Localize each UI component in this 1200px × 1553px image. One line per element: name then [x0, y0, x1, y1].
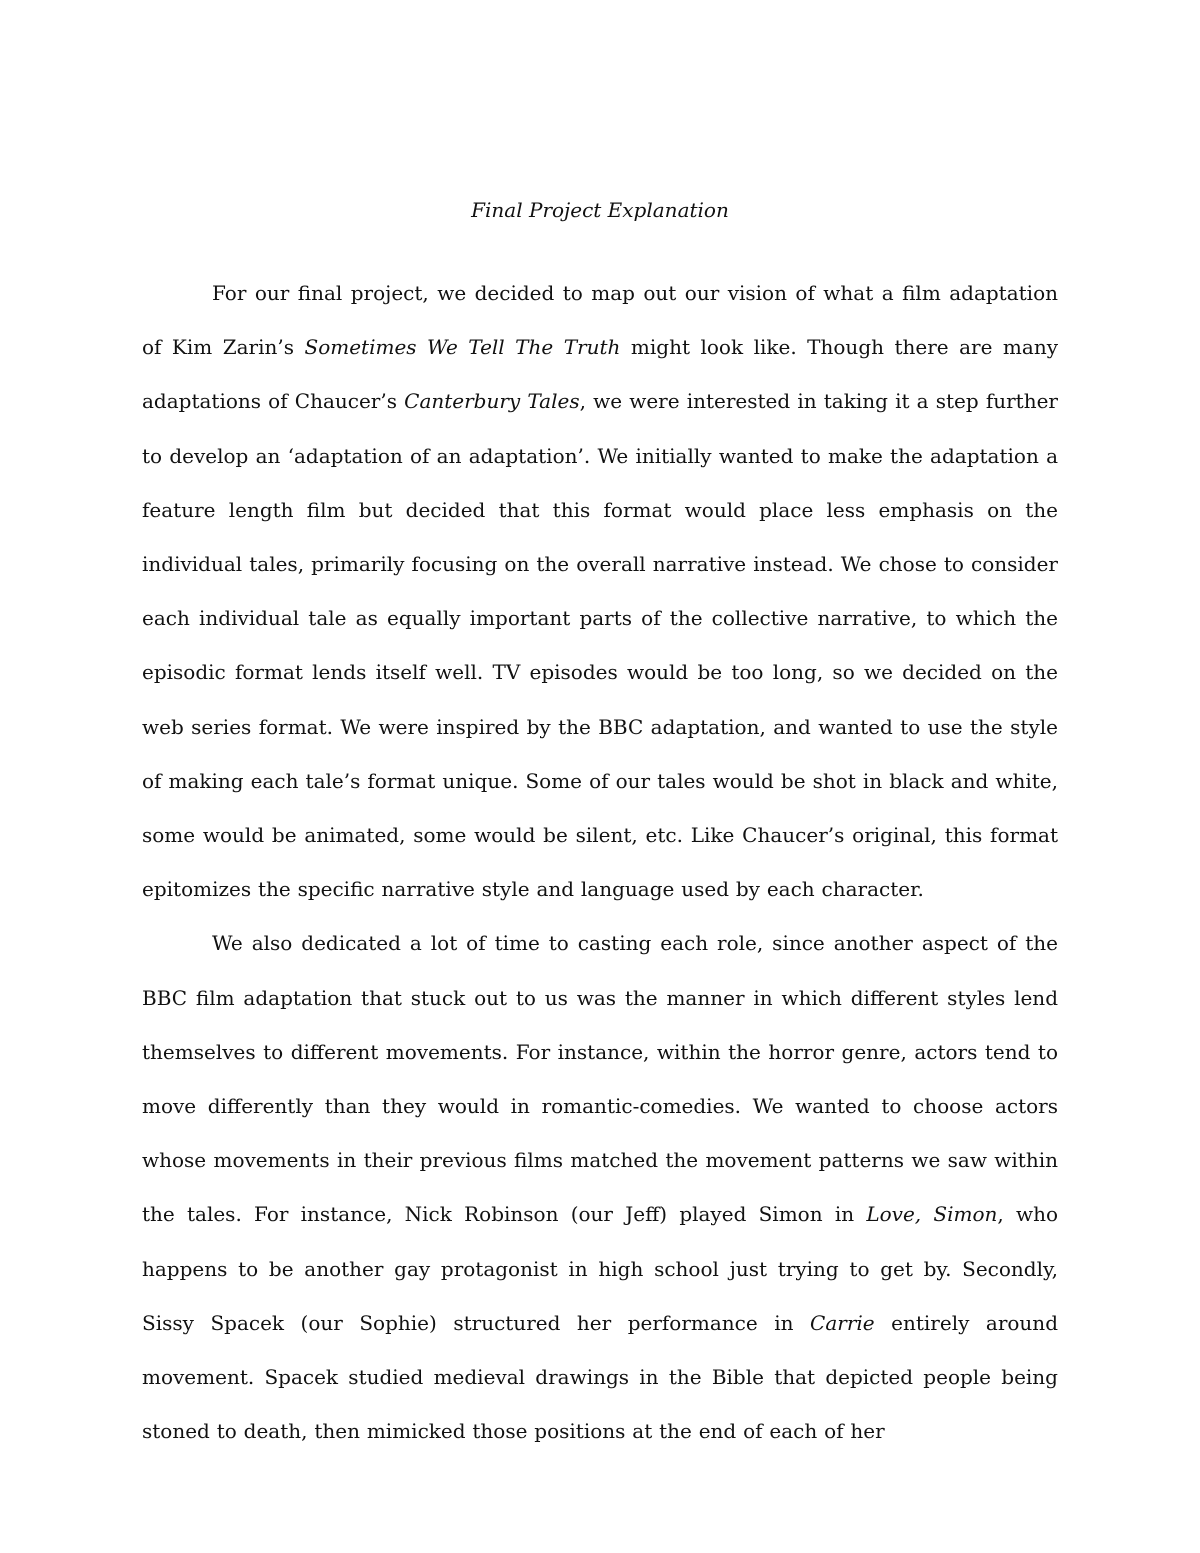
- paragraph-2-text-2: , who happens to be another gay protagonist in high school just trying to get by. Secondly, Sissy Spacek (our Sophie) structured her performance in: [142, 1202, 1059, 1335]
- document-title: Final Project Explanation: [471, 198, 729, 222]
- document-body: [142, 266, 1058, 1458]
- paragraph-2-text-1: We also dedicated a lot of time to casting each role, since another aspect of the BBC film adaptation that stuck out to us was the manner in which different styles lend themselves to different movements. For instance, within the horror genre, actors tend to move differently than they would in romantic-comedies. We wanted to choose actors whose movements in their previous films matched the movement patterns we saw within the tales. For instance, Nick Robinson (our Jeff) played Simon in: [142, 931, 1058, 1227]
- film-title-carrie: Carrie: [810, 1310, 875, 1335]
- paragraph-1-text-3: , we were interested in taking it a step further to develop an ‘adaptation of an adaptation’. We initially wanted to make the adaptation a feature length film but decided that this format would place less emphasis on the individual tales, primarily focusing on the overall narrative instead. We chose to consider each individual tale as equally important parts of the collective narrative, to which the episodic format lends itself well. TV episodes would be too long, so we decided on the web series format. We were inspired by the BBC adaptation, and wanted to use the style of making each tale’s format unique. Some of our tales would be shot in black and white, some would be animated, some would be silent, etc. Like Chaucer’s original, this format epitomizes the specific narrative style and language used by each character.: [142, 389, 1058, 902]
- paragraph-1-text-2: might look like. Though there are many adaptations of Chaucer’s: [142, 335, 1059, 414]
- paragraph-1-text-1: For our final project, we decided to map out our vision of what a film adaptation of Kim Zarin’s: [142, 281, 1058, 360]
- book-title-canterbury-tales: Canterbury Tales: [404, 389, 580, 414]
- paragraph-2-text-3: entirely around movement. Spacek studied medieval drawings in the Bible that depicted people being stoned to death, then mimicked those positions at the end of each of her: [142, 1310, 1058, 1444]
- paragraph-2: [142, 916, 1058, 1458]
- film-title-love-simon: Love, Simon: [866, 1202, 998, 1227]
- paragraph-1: [142, 266, 1058, 916]
- book-title-sometimes-we-tell-the-truth: Sometimes We Tell The Truth: [304, 335, 621, 360]
